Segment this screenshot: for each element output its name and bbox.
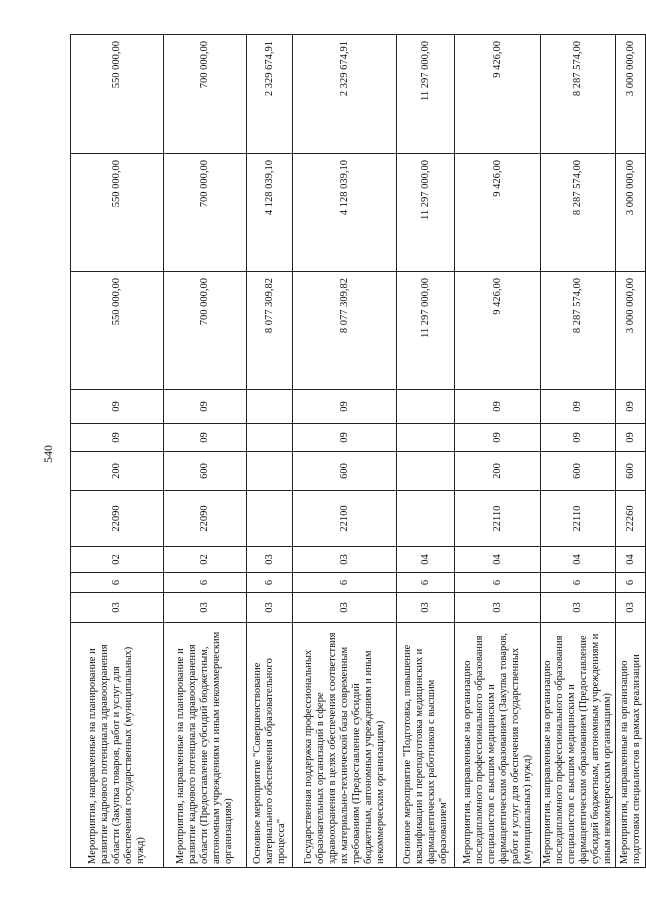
table-row xyxy=(164,35,247,868)
amount-cell: 11 297 000,00 xyxy=(397,154,455,272)
code-cell: 6 xyxy=(616,573,646,593)
row-description: Мероприятия, направленные на организацию подготовки специалистов в рамках реализации xyxy=(616,623,646,868)
code-cell xyxy=(397,390,455,424)
amount-cell: 550 000,00 xyxy=(71,154,164,272)
code-cell: 09 xyxy=(541,424,616,452)
row-description: Мероприятия, направленные на планирование и развитие кадрового потенциала здравоохранения области (Предоставление субсидий бюджетным, автономным учреждениям и иным некоммерческим организациям) xyxy=(164,623,247,868)
code-cell: 03 xyxy=(247,593,293,623)
code-cell: 09 xyxy=(455,390,541,424)
code-cell: 03 xyxy=(164,593,247,623)
amount-cell: 4 128 039,10 xyxy=(293,154,397,272)
code-cell xyxy=(397,424,455,452)
table-row xyxy=(293,35,397,868)
amount-cell: 8 287 574,00 xyxy=(541,35,616,154)
code-cell: 09 xyxy=(616,424,646,452)
amount-cell: 2 329 674,91 xyxy=(293,35,397,154)
code-cell: 03 xyxy=(397,593,455,623)
table-row xyxy=(71,35,164,868)
row-description: Государственная поддержка профессиональных образовательных организаций в сфере здравоохранения в целях обеспечения соответствия их материально-технической базы современным требованиям (Предоставление субсидий бюджетным, автономным учреждениям и иным некоммерческим организациям) xyxy=(293,623,397,868)
code-cell: 09 xyxy=(164,424,247,452)
code-cell: 6 xyxy=(247,573,293,593)
amount-cell: 3 000 000,00 xyxy=(616,35,646,154)
row-description: Основное мероприятие "Совершенствование материального обеспечения образовательного процесса" xyxy=(247,623,293,868)
amount-cell: 700 000,00 xyxy=(164,35,247,154)
amount-cell: 700 000,00 xyxy=(164,272,247,390)
amount-cell: 4 128 039,10 xyxy=(247,154,293,272)
amount-cell: 8 077 309,82 xyxy=(293,272,397,390)
amount-cell: 2 329 674,91 xyxy=(247,35,293,154)
table-row xyxy=(247,35,293,868)
code-cell: 09 xyxy=(616,390,646,424)
table-row xyxy=(616,35,646,868)
amount-cell: 8 077 309,82 xyxy=(247,272,293,390)
table-rotation-frame xyxy=(70,35,642,868)
code-cell: 04 xyxy=(455,547,541,573)
code-cell: 03 xyxy=(293,593,397,623)
code-cell: 03 xyxy=(293,547,397,573)
table-row xyxy=(455,35,541,868)
code-cell: 03 xyxy=(541,593,616,623)
amount-cell: 11 297 000,00 xyxy=(397,35,455,154)
code-cell xyxy=(247,390,293,424)
table-row xyxy=(397,35,455,868)
code-cell: 6 xyxy=(455,573,541,593)
code-cell: 03 xyxy=(71,593,164,623)
code-cell: 22100 xyxy=(293,491,397,547)
code-cell xyxy=(247,424,293,452)
row-description: Мероприятия, направленные на организацию последипломного профессионального образования специалистов с высшим медицинским и фармацевтическим образованием (Закупка товаров, работ и услуг для обеспечения государственных (муниципальных) нужд) xyxy=(455,623,541,868)
code-cell xyxy=(397,491,455,547)
code-cell: 09 xyxy=(293,424,397,452)
row-description: Мероприятия, направленные на организацию последипломного профессионального образования специалистов с высшим медицинским и фармацевтическим образованием (Предоставление субсидий бюджетным, автономным учреждениям и иным некоммерческим организациям) xyxy=(541,623,616,868)
amount-cell: 8 287 574,00 xyxy=(541,272,616,390)
code-cell: 22110 xyxy=(541,491,616,547)
code-cell xyxy=(247,491,293,547)
code-cell: 03 xyxy=(455,593,541,623)
code-cell xyxy=(247,452,293,491)
amount-cell: 9 426,00 xyxy=(455,35,541,154)
code-cell: 6 xyxy=(71,573,164,593)
code-cell: 09 xyxy=(71,424,164,452)
amount-cell: 9 426,00 xyxy=(455,154,541,272)
code-cell: 22110 xyxy=(455,491,541,547)
amount-cell: 550 000,00 xyxy=(71,35,164,154)
amount-cell: 9 426,00 xyxy=(455,272,541,390)
row-description: Мероприятия, направленные на планирование и развитие кадрового потенциала здравоохранения области (Закупка товаров, работ и услуг для обеспечения государственных (муниципальных) нужд) xyxy=(71,623,164,868)
code-cell: 09 xyxy=(71,390,164,424)
amount-cell: 700 000,00 xyxy=(164,154,247,272)
code-cell: 200 xyxy=(455,452,541,491)
amount-cell: 8 287 574,00 xyxy=(541,154,616,272)
code-cell: 6 xyxy=(164,573,247,593)
code-cell: 600 xyxy=(164,452,247,491)
code-cell: 03 xyxy=(616,593,646,623)
code-cell: 22260 xyxy=(616,491,646,547)
code-cell: 6 xyxy=(541,573,616,593)
budget-table xyxy=(70,34,646,868)
code-cell: 04 xyxy=(397,547,455,573)
page-number: 540 xyxy=(41,445,55,463)
code-cell: 22090 xyxy=(164,491,247,547)
amount-cell: 550 000,00 xyxy=(71,272,164,390)
code-cell: 02 xyxy=(71,547,164,573)
amount-cell: 11 297 000,00 xyxy=(397,272,455,390)
code-cell: 6 xyxy=(293,573,397,593)
code-cell: 03 xyxy=(247,547,293,573)
code-cell: 02 xyxy=(164,547,247,573)
code-cell: 600 xyxy=(541,452,616,491)
table-row xyxy=(541,35,616,868)
code-cell xyxy=(397,452,455,491)
code-cell: 600 xyxy=(293,452,397,491)
code-cell: 6 xyxy=(397,573,455,593)
code-cell: 22090 xyxy=(71,491,164,547)
code-cell: 04 xyxy=(541,547,616,573)
code-cell: 09 xyxy=(164,390,247,424)
code-cell: 600 xyxy=(616,452,646,491)
code-cell: 09 xyxy=(455,424,541,452)
amount-cell: 3 000 000,00 xyxy=(616,272,646,390)
code-cell: 04 xyxy=(616,547,646,573)
amount-cell: 3 000 000,00 xyxy=(616,154,646,272)
row-description: Основное мероприятие "Подготовка, повышение квалификации и переподготовка медицинских и фармацевтических работников с высшим образованием" xyxy=(397,623,455,868)
code-cell: 09 xyxy=(541,390,616,424)
code-cell: 09 xyxy=(293,390,397,424)
rotated-table-sheet xyxy=(70,35,642,868)
code-cell: 200 xyxy=(71,452,164,491)
